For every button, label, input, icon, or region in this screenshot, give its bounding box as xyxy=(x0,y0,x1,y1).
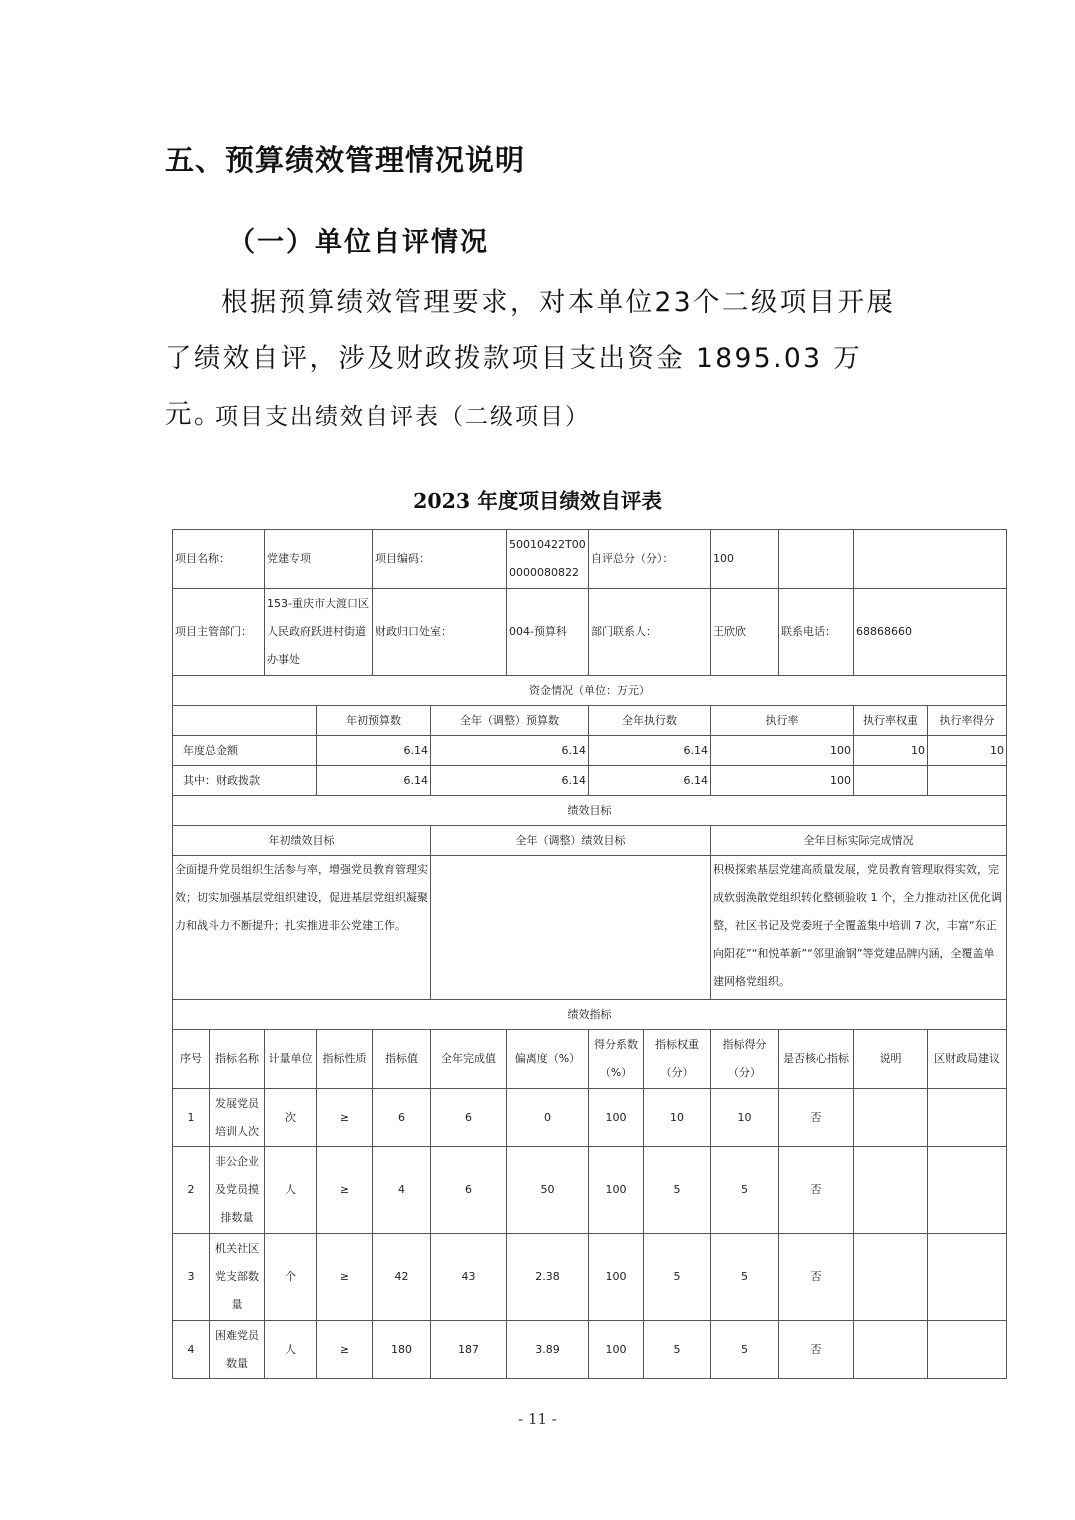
project-name: 党建专项 xyxy=(265,530,373,589)
indicator-cell xyxy=(854,1089,928,1147)
initial-goal-text: 全面提升党员组织生活参与率，增强党员教育管理实效；切实加强基层党组织建设，促进基层党组织凝聚力和战斗力不断提升；扎实推进非公党建工作。 xyxy=(173,856,431,1000)
goals-section-title: 绩效目标 xyxy=(173,796,1007,826)
indicator-header: 指标名称 xyxy=(210,1030,265,1089)
goals-content-row xyxy=(173,856,1007,1000)
funds-header: 执行率 xyxy=(711,706,854,736)
funds-header: 执行率权重 xyxy=(854,706,928,736)
indicator-cell: ≥ xyxy=(317,1147,373,1234)
project-name-label: 项目名称： xyxy=(173,530,265,589)
indicator-cell: 2 xyxy=(173,1147,210,1234)
indicator-header: 全年完成值 xyxy=(431,1030,507,1089)
indicator-cell: 发展党员培训人次 xyxy=(210,1089,265,1147)
indicator-cell: 5 xyxy=(711,1234,779,1321)
funds-row-label: 其中：财政拨款 xyxy=(173,766,317,796)
indicator-cell: 100 xyxy=(589,1234,644,1321)
funds-header: 全年（调整）预算数 xyxy=(431,706,589,736)
indicator-cell: 非公企业及党员摸排数量 xyxy=(210,1147,265,1234)
finance-office: 004-预算科 xyxy=(507,589,589,676)
indicator-cell: 4 xyxy=(373,1147,431,1234)
indicator-cell: 1 xyxy=(173,1089,210,1147)
finance-office-label: 财政归口处室： xyxy=(373,589,507,676)
phone-label: 联系电话： xyxy=(779,589,854,676)
score-label: 自评总分（分）： xyxy=(589,530,711,589)
indicator-cell: 否 xyxy=(779,1147,854,1234)
funds-row xyxy=(173,766,1007,796)
funds-header: 年初预算数 xyxy=(317,706,431,736)
indicator-header: 指标得分（分） xyxy=(711,1030,779,1089)
indicator-cell: 困难党员数量 xyxy=(210,1321,265,1379)
indicator-cell: 5 xyxy=(711,1147,779,1234)
indicator-row xyxy=(173,1147,1007,1234)
indicator-header: 是否核心指标 xyxy=(779,1030,854,1089)
dept-name: 153-重庆市大渡口区人民政府跃进村街道办事处 xyxy=(265,589,373,676)
table-caption: 项目支出绩效自评表（二级项目） xyxy=(215,404,590,430)
goals-header-row xyxy=(173,826,1007,856)
performance-table xyxy=(172,529,1007,1379)
funds-cell xyxy=(854,766,928,796)
section-heading: 五、预算绩效管理情况说明 xyxy=(165,143,526,177)
funds-cell xyxy=(928,766,1007,796)
funds-cell: 6.14 xyxy=(589,766,711,796)
indicator-cell xyxy=(854,1147,928,1234)
funds-section-row xyxy=(173,676,1007,706)
indicator-cell: 50 xyxy=(507,1147,589,1234)
indicator-cell: 42 xyxy=(373,1234,431,1321)
indicators-header-row xyxy=(173,1030,1007,1089)
project-code: 50010422T000000080822 xyxy=(507,530,589,589)
funds-cell: 6.14 xyxy=(589,736,711,766)
contact-name: 王欣欣 xyxy=(711,589,779,676)
indicator-cell: 43 xyxy=(431,1234,507,1321)
indicator-row xyxy=(173,1321,1007,1379)
indicator-cell: 2.38 xyxy=(507,1234,589,1321)
indicator-cell: 10 xyxy=(644,1089,711,1147)
funds-cell: 100 xyxy=(711,766,854,796)
indicator-cell: 4 xyxy=(173,1321,210,1379)
indicators-section-title: 绩效指标 xyxy=(173,1000,1007,1030)
indicator-cell: 5 xyxy=(644,1147,711,1234)
actual-completion-text: 积极探索基层党建高质量发展，党员教育管理取得实效，完成软弱涣散党组织转化整顿验收 1 个，全力推动社区优化调整，社区书记及党委班子全覆盖集中培训 7 次，丰富“东正向阳花”“和悦革新”“邻里渝钢”等党建品牌内涵，全覆盖单建网格党组织。 xyxy=(711,856,1007,1000)
indicator-row xyxy=(173,1089,1007,1147)
indicator-header: 说明 xyxy=(854,1030,928,1089)
indicator-cell: 否 xyxy=(779,1321,854,1379)
contact-label: 部门联系人： xyxy=(589,589,711,676)
indicator-header: 区财政局建议 xyxy=(928,1030,1007,1089)
indicator-cell: 180 xyxy=(373,1321,431,1379)
indicator-cell: 100 xyxy=(589,1089,644,1147)
indicator-header: 指标权重（分） xyxy=(644,1030,711,1089)
info-row-1 xyxy=(173,530,1007,589)
empty-cell xyxy=(173,706,317,736)
funds-header: 全年执行数 xyxy=(589,706,711,736)
indicator-cell: 6 xyxy=(431,1089,507,1147)
empty-cell xyxy=(779,530,854,589)
funds-header-row xyxy=(173,706,1007,736)
page-number: - 11 - xyxy=(518,1410,557,1428)
indicator-header: 指标值 xyxy=(373,1030,431,1089)
indicator-cell xyxy=(854,1321,928,1379)
indicators-section-row xyxy=(173,1000,1007,1030)
indicator-cell: 否 xyxy=(779,1234,854,1321)
funds-cell: 6.14 xyxy=(431,736,589,766)
indicator-cell: 人 xyxy=(265,1147,317,1234)
indicator-cell: 6 xyxy=(373,1089,431,1147)
indicator-cell: 5 xyxy=(644,1234,711,1321)
funds-cell: 10 xyxy=(854,736,928,766)
score-value: 100 xyxy=(711,530,779,589)
adjusted-goal-text xyxy=(431,856,711,1000)
indicator-cell: 187 xyxy=(431,1321,507,1379)
table-title: 2023 年度项目绩效自评表 xyxy=(413,489,662,513)
goals-header: 全年（调整）绩效目标 xyxy=(431,826,711,856)
indicator-cell xyxy=(928,1147,1007,1234)
indicator-cell: 3.89 xyxy=(507,1321,589,1379)
goals-section-row xyxy=(173,796,1007,826)
funds-header: 执行率得分 xyxy=(928,706,1007,736)
empty-cell xyxy=(854,530,1007,589)
indicator-cell: ≥ xyxy=(317,1089,373,1147)
funds-cell: 10 xyxy=(928,736,1007,766)
indicator-cell: 个 xyxy=(265,1234,317,1321)
phone-value: 68868660 xyxy=(854,589,1007,676)
body-paragraph: 根据预算绩效管理要求，对本单位23个二级项目开展了绩效自评，涉及财政拨款项目支出资金 1895.03 万元。 xyxy=(165,287,896,430)
subsection-heading: （一）单位自评情况 xyxy=(228,227,489,258)
indicator-header: 偏离度（%） xyxy=(507,1030,589,1089)
indicator-cell: 3 xyxy=(173,1234,210,1321)
dept-label: 项目主管部门： xyxy=(173,589,265,676)
indicator-cell: 6 xyxy=(431,1147,507,1234)
funds-cell: 6.14 xyxy=(317,766,431,796)
indicator-cell: 0 xyxy=(507,1089,589,1147)
funds-row xyxy=(173,736,1007,766)
indicator-header: 得分系数（%） xyxy=(589,1030,644,1089)
funds-cell: 100 xyxy=(711,736,854,766)
project-code-label: 项目编码： xyxy=(373,530,507,589)
funds-section-title: 资金情况（单位：万元） xyxy=(173,676,1007,706)
indicator-header: 序号 xyxy=(173,1030,210,1089)
funds-row-label: 年度总金额 xyxy=(173,736,317,766)
goals-header: 全年目标实际完成情况 xyxy=(711,826,1007,856)
indicator-row xyxy=(173,1234,1007,1321)
goals-header: 年初绩效目标 xyxy=(173,826,431,856)
indicator-cell xyxy=(854,1234,928,1321)
indicator-cell: 机关社区党支部数量 xyxy=(210,1234,265,1321)
indicator-cell: ≥ xyxy=(317,1234,373,1321)
indicator-cell: 100 xyxy=(589,1321,644,1379)
indicator-cell: 否 xyxy=(779,1089,854,1147)
indicator-header: 计量单位 xyxy=(265,1030,317,1089)
indicator-cell: 10 xyxy=(711,1089,779,1147)
indicator-cell: 100 xyxy=(589,1147,644,1234)
indicator-cell: 次 xyxy=(265,1089,317,1147)
indicator-header: 指标性质 xyxy=(317,1030,373,1089)
indicator-cell: ≥ xyxy=(317,1321,373,1379)
info-row-2 xyxy=(173,589,1007,676)
indicator-cell xyxy=(928,1321,1007,1379)
indicator-cell: 人 xyxy=(265,1321,317,1379)
indicator-cell xyxy=(928,1089,1007,1147)
indicator-cell: 5 xyxy=(644,1321,711,1379)
funds-cell: 6.14 xyxy=(317,736,431,766)
funds-cell: 6.14 xyxy=(431,766,589,796)
indicator-cell xyxy=(928,1234,1007,1321)
indicator-cell: 5 xyxy=(711,1321,779,1379)
